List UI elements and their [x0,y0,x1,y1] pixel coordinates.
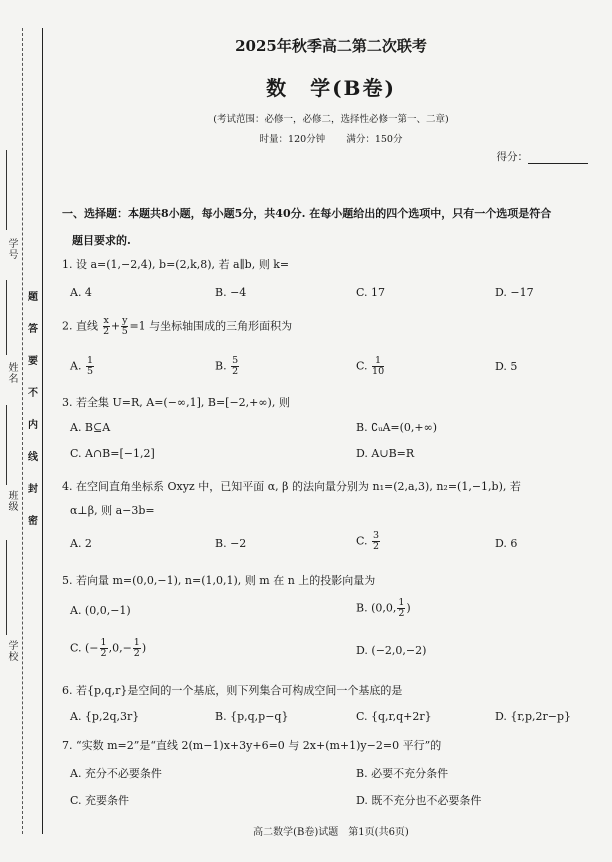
fraction-y: $\frac{y}{5}$ [121,315,128,337]
option-c: C. $\frac{1}{10}$ [356,355,385,377]
option-d: D. (−2,0,−2) [356,644,427,657]
option-a: A. 充分不必要条件 [70,767,162,780]
option-a: A. 4 [70,286,92,299]
label-student-id: 学号 [6,238,17,260]
option-b: B. ∁ᵤA=(0,+∞) [356,421,438,434]
question-4-cont: α⊥β, 则 a−3b= [70,504,155,517]
option-a: A. (0,0,−1) [70,604,131,617]
option-c: C. $\frac{3}{2}$ [356,530,380,552]
section-heading [62,200,592,254]
exam-title: 2025年秋季高二第二次联考 [235,37,427,55]
full-score: 满分：150分 [346,134,403,145]
student-id-blank [6,150,7,230]
option-d: D. {r,p,2r−p} [495,710,572,723]
option-b: B. −4 [215,286,247,299]
plus-sign: + [110,319,121,333]
option-a: A. 2 [70,537,92,550]
option-b: B. (0,0, $\frac{1}{2}$ ) [356,597,411,619]
option-d: D. 既不充分也不必要条件 [356,794,482,807]
section-instructions-cont: 题目要求的. [72,234,131,247]
question-2-pre: 2. 直线 [62,319,98,333]
subject-title: 数 学(B卷) [266,76,396,100]
question-7: 7. “实数 m=2”是“直线 2(m−1)x+3y+6=0 与 2x+(m+1)y−2=0 平行”的 [62,739,442,752]
question-4: 4. 在空间直角坐标系 Oxyz 中，已知平面 α, β 的法向量分别为 n₁=(2,a,3), n₂=(1,−1,b), 若 [62,480,521,493]
option-c: C. 17 [356,286,386,299]
score-field [497,149,589,164]
score-label: 得分： [496,151,528,163]
option-c: C. 充要条件 [70,794,130,807]
seal-char: 要 [28,356,38,367]
label-school: 学校 [6,640,17,662]
binding-margin [0,0,48,862]
label-class: 班级 [6,490,17,512]
score-blank[interactable] [528,151,588,164]
label-name: 姓名 [6,362,17,384]
option-d: D. 6 [495,537,518,550]
seal-char: 内 [28,420,38,431]
question-2-post: =1 与坐标轴围成的三角形面积为 [129,319,293,333]
option-a: A. $\frac{1}{5}$ [70,355,93,377]
seal-char: 线 [28,452,38,463]
seal-line [42,28,43,834]
option-c: C. A∩B=[−1,2] [70,447,155,460]
name-blank [6,280,7,355]
option-b: B. $\frac{5}{2}$ [215,355,239,377]
exam-time-info [62,131,600,145]
option-c: C. (− $\frac{1}{2}$ ,0,− $\frac{1}{2}$ ) [70,637,147,659]
question-2 [62,316,592,337]
option-d: D. 5 [495,360,518,373]
seal-char: 答 [28,324,38,335]
time-limit: 时量：120分钟 [259,134,326,145]
seal-char: 密 [28,516,38,527]
option-b: B. −2 [215,537,247,550]
school-blank [6,540,7,635]
seal-char: 题 [28,292,38,303]
fraction-x: $\frac{x}{2}$ [103,315,110,337]
option-a: A. B⊆A [70,421,111,434]
option-c: C. {q,r,q+2r} [356,710,432,723]
question-6: 6. 若{p,q,r}是空间的一个基底，则下列集合可构成空间一个基底的是 [62,684,403,697]
option-d: D. −17 [495,286,534,299]
seal-char: 不 [28,388,38,399]
question-3: 3. 若全集 U=R, A=(−∞,1], B=[−2,+∞), 则 [62,396,290,409]
seal-char: 封 [28,484,38,495]
option-a: A. {p,2q,3r} [70,710,140,723]
class-blank [6,405,7,485]
question-1: 1. 设 a=(1,−2,4), b=(2,k,8), 若 a∥b, 则 k= [62,258,290,271]
question-5: 5. 若向量 m=(0,0,−1), n=(1,0,1), 则 m 在 n 上的投影向量为 [62,574,376,587]
section-instructions: 一、选择题：本题共8小题，每小题5分，共40分. 在每小题给出的四个选项中，只有一个选项是符合 [62,207,552,220]
option-b: B. {p,q,p−q} [215,710,289,723]
page-footer: 高二数学(B卷)试题 第1页(共6页) [253,827,409,838]
option-b: B. 必要不充分条件 [356,767,449,780]
exam-scope: (考试范围：必修一，必修二，选择性必修一第一、二章) [213,114,449,125]
cut-line [22,28,23,834]
option-d: D. A∪B=R [356,447,415,460]
